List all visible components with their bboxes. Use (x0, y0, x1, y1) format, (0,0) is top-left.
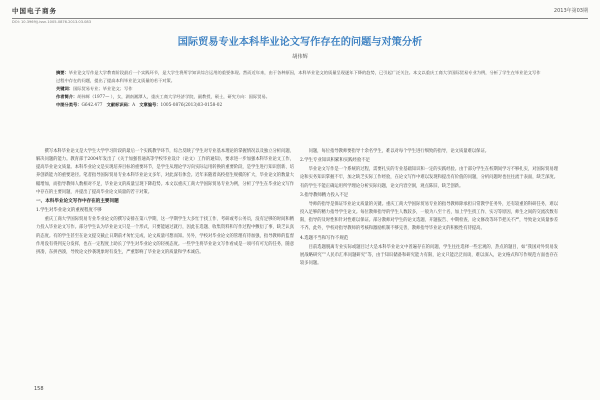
journal-name: 中国电子商务 (12, 7, 57, 15)
page-number: 158 (34, 386, 44, 392)
body-paragraph: 毕业论文写作是一个系统的过程，需要扎实的专业基础知识和一定的实践经验。由于部分学生在校期间学习不够扎实，对国际贸易理论和实务知识掌握不牢，加之缺乏实际工作经验，在论文写作中难以发现和提出有价值的问题，分析问题时也往往流于表面，缺乏深度。有的学生不能正确运用所学理论分析实际问题，论文内容空洞，观点陈旧，缺乏创新。 (300, 167, 558, 189)
body-paragraph: 重庆工商大学国际贸易专业毕业论文的撰写安排在第八学期，这一学期学生大多忙于找工作、考研或考公务员，没有足够的时间和精力投入毕业论文写作。部分学生认为毕业论文只是一个形式，只要能通过就行，因此在选题、收集资料和写作过程中敷衍了事，缺乏认真的态度。有的学生甚至在论文提交截止日期前才匆忙完成，论文质量可想而知。另外，学校对毕业论文的管理有待加强，指导教师的监督作用没有得到充分发挥，也在一定程度上助长了学生对毕业论文的轻视态度。一些学生将毕业论文写作看成是一项可有可无的任务，随意拼凑，东拼西凑，导致论文抄袭现象时有发生，严重影响了毕业论文的质量和学术诚信。 (36, 217, 294, 255)
abstract-text: 毕业论文写作是大学教育阶段最后一个实践环节，是大学生将所学知识综合运用的重要体现。然而近年来，由于各种原因，本科毕业论文的质量呈现逐年下降的趋势，已引起广泛关注。本文以重庆工商大学国际贸易专业为例，分析了学生在毕业论文写作过程中存在的问题，提出了提高本科毕业论文质量的若干对策。 (56, 71, 541, 84)
body-paragraph: 撰写本科毕业论文是大学生大学学习阶段的最后一个实践教学环节，综合反映了学生对专业基本理论的掌握情况以及独立分析问题、解决问题的能力。教育部于2004年发出了《关于加强普通高等学校毕业设计（论文）工作的通知》，要求进一步加强本科毕业论文工作，提高毕业论文质量。本科毕业论文是实现培养目标的重要环节，是学生从理论学习向实际运用转换的重要阶段，是学生进行知识创新、培养创新能力的重要途径。笔者指导国际贸易专业本科毕业论文多年，对此深有体会。近年来随着高校招生规模的扩大，毕业论文的数量大幅增加，而指导教师人数相对不足，毕业论文的质量呈现下降趋势。本文以重庆工商大学国际贸易专业为例，分析了学生在毕业论文写作中存在的主要问题，并提出了提高毕业论文质量的若干对策。 (36, 149, 294, 195)
body-paragraph: 问题，每位指导教师要指导十余名学生，难以对每个学生进行细致的指导，论文质量难以保证。 (308, 149, 490, 154)
abstract-label: 摘要： (56, 71, 69, 76)
classification-line (56, 102, 541, 110)
author-name: 胡伟辉 (292, 54, 308, 60)
author-info-line (56, 94, 541, 102)
section-heading: 1.学生对毕业论文的重视程度不够 (36, 208, 102, 214)
abstract-block (56, 70, 541, 110)
clc-value: G642.477 (81, 103, 103, 108)
author-info-label: 作者简介： (56, 95, 78, 100)
body-paragraph: 导师的指导是保证毕业论文质量的关键。重庆工商大学国际贸易专业的指导教师除承担日常教学任务外，还有较重的科研任务，难以投入足够的精力指导学生论文。每位教师指导的学生人数较多，一般为八至十名，加上学生找工作、实习等原因，师生之间的交流次数有限，指导的及时性和针对性难以保证。部分教师对学生的论文选题、开题报告、中期检查、论文修改等环节把关不严，导致论文质量参差不齐。此外，学校对指导教师的考核和激励机制不够完善，教师指导毕业论文的积极性有待提高。 (300, 201, 558, 232)
section-heading: 3.指导教师精力投入不足 (300, 192, 349, 198)
body-paragraph: 目前选题脱离专业实际或题目过大是本科毕业论文中普遍存在的问题，学生往往选择一些宏观的、热点的题目，如“我国对外贸易发展战略研究”“人民币汇率问题研究”等，由于知识储备和研究能力有限，论文只能泛泛而谈，难以深入，论文格式和写作规范方面也存在较多问题。 (300, 244, 558, 267)
author-info-text: 胡伟辉（1977— ），女，湖南湘潭人，重庆工商大学经济学院，副教授，硕士，研究方向：国际贸易。 (77, 95, 271, 100)
keywords-label: 关键词： (56, 87, 74, 92)
article-no-label: 文章编号： (139, 103, 161, 108)
doc-code-value: A (132, 103, 136, 108)
body-column-left (36, 148, 294, 257)
doc-code-label: 文献标识码： (106, 103, 133, 108)
section-heading: 2.学生专业知识积累和实践经验不足 (300, 158, 371, 164)
doi-line: DOI: 10.3969/j.issn.1005-0876.2013.03.083 (12, 20, 91, 24)
section-heading: 4.选题不当和写作不规范 (300, 235, 349, 241)
clc-label: 中图分类号： (56, 103, 82, 108)
abstract-paragraph (56, 70, 541, 86)
body-column-right (300, 148, 558, 268)
keywords-line (56, 86, 541, 94)
article-title: 国际贸易专业本科毕业论文写作存在的问题与对策分析 (177, 37, 423, 48)
journal-header (12, 6, 588, 19)
article-no-value: 1005-0876(2013)03-0158-02 (160, 103, 223, 108)
issue-label: 2013年第03期 (553, 8, 588, 14)
keywords-text: 国际贸易专业；毕业论文；写作 (73, 87, 133, 92)
section-heading: 一、本科毕业论文写作中存在的主要问题 (36, 198, 119, 204)
